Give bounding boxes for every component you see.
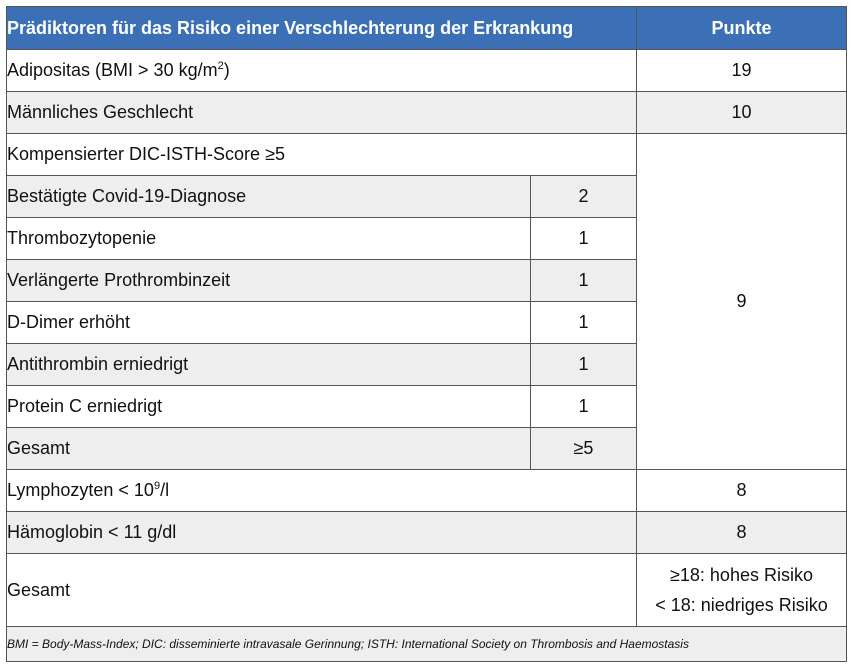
- subrow-label: Protein C erniedrigt: [7, 386, 531, 428]
- total-label: Gesamt: [7, 554, 637, 627]
- row-value-dic-score: 9: [637, 134, 847, 470]
- subrow-value: 2: [531, 176, 637, 218]
- subrow-value: 1: [531, 218, 637, 260]
- row-value-male-sex: 10: [637, 92, 847, 134]
- row-label-lymphocytes: Lymphozyten < $10^9/l$: [7, 470, 637, 512]
- table-row: [7, 50, 847, 92]
- subrow-label: Bestätigte Covid-19-Diagnose: [7, 176, 531, 218]
- subrow-label: Verlängerte Prothrombinzeit: [7, 260, 531, 302]
- row-value-haemoglobin: 8: [637, 512, 847, 554]
- subrow-value: 1: [531, 386, 637, 428]
- subrow-label: Gesamt: [7, 428, 531, 470]
- table-row: [7, 134, 847, 176]
- table-row: [7, 470, 847, 512]
- row-value-lymphocytes: 8: [637, 470, 847, 512]
- header-points: Punkte: [637, 7, 847, 50]
- total-high-risk: ≥18: hohes Risiko: [670, 565, 813, 585]
- table-header-row: [7, 7, 847, 50]
- row-label-adiposity: Adipositas (BMI > 30 $kg/m^2$): [7, 50, 637, 92]
- row-label-male-sex: Männliches Geschlecht: [7, 92, 637, 134]
- row-label-haemoglobin: Hämoglobin < 11 g/dl: [7, 512, 637, 554]
- risk-score-table: [6, 6, 847, 662]
- header-predictors: Prädiktoren für das Risiko einer Verschlechterung der Erkrankung: [7, 7, 637, 50]
- subrow-value: ≥5: [531, 428, 637, 470]
- subrow-value: 1: [531, 260, 637, 302]
- subrow-value: 1: [531, 302, 637, 344]
- footnote: BMI = Body-Mass-Index; DIC: disseminierte intravasale Gerinnung; ISTH: International Society on Thrombosis and Haemostasis: [7, 627, 847, 662]
- total-value: [637, 554, 847, 627]
- row-label-dic-score: Kompensierter DIC-ISTH-Score ≥5: [7, 134, 637, 176]
- table-row: [7, 512, 847, 554]
- subrow-value: 1: [531, 344, 637, 386]
- total-low-risk: < 18: niedriges Risiko: [655, 595, 828, 615]
- row-value-adiposity: 19: [637, 50, 847, 92]
- table-row-total: [7, 554, 847, 627]
- subrow-label: Thrombozytopenie: [7, 218, 531, 260]
- footnote-row: [7, 627, 847, 662]
- subrow-label: Antithrombin erniedrigt: [7, 344, 531, 386]
- table-row: [7, 92, 847, 134]
- subrow-label: D-Dimer erhöht: [7, 302, 531, 344]
